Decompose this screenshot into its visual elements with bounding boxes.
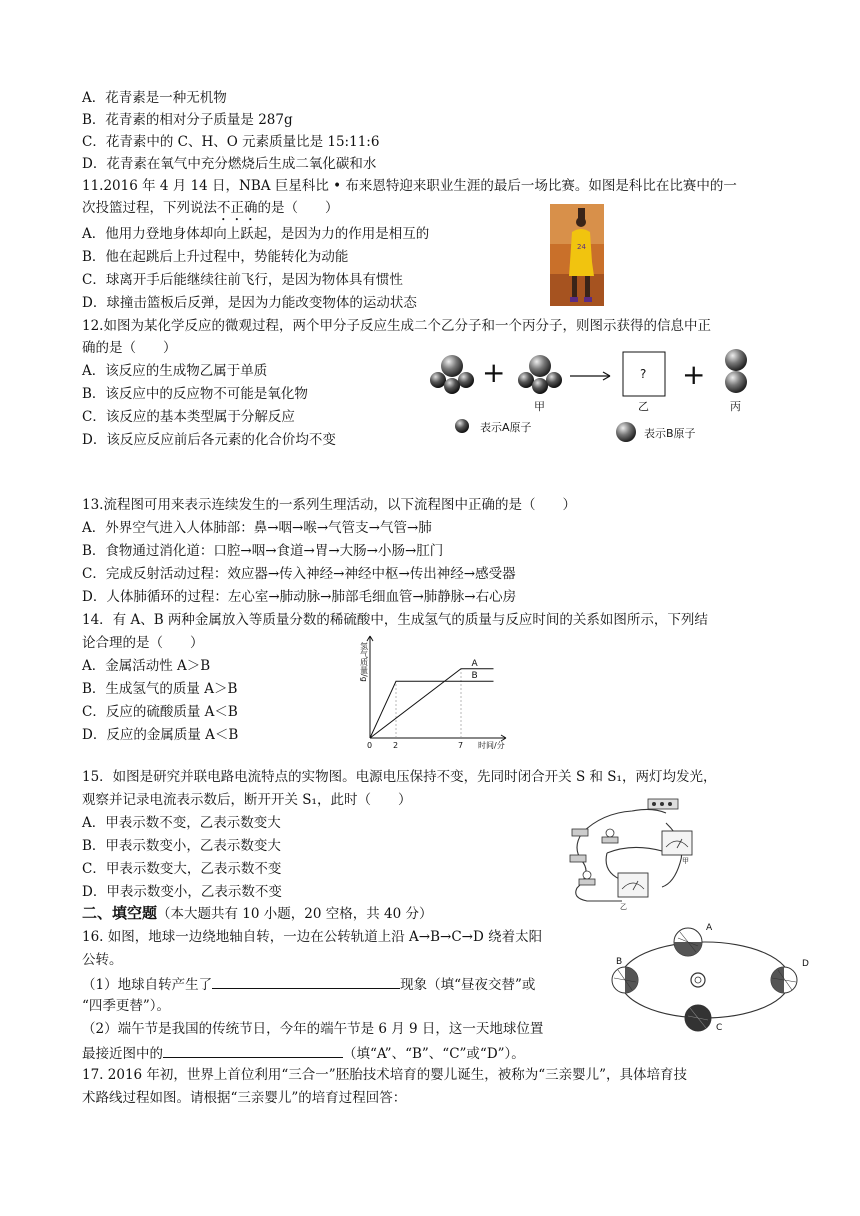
q10-option-c: C．花青素中的 C、H、O 元素质量比是 15:11:6 — [82, 134, 380, 150]
label-d: D — [802, 959, 809, 969]
series-line-b — [370, 681, 494, 738]
y-axis-label: 氢气质量/g — [359, 642, 369, 682]
switch-s-icon — [572, 829, 588, 836]
x-tick-label-2: 7 — [458, 741, 464, 750]
label-bing: 丙 — [730, 400, 741, 413]
legend-atom-a: 表示A原子 — [480, 421, 532, 434]
series-label-a: A — [471, 658, 478, 669]
q17-line1: 17. 2016 年初，世界上首位利用“三合一”胚胎技术培育的婴儿诞生，被称为“三亲婴儿”，具体培育技 — [82, 1067, 688, 1083]
label-a: A — [706, 923, 713, 933]
q15-option-b: B．甲表示数变小，乙表示数变大 — [82, 838, 281, 854]
earth-b-icon — [612, 967, 638, 993]
ammeter-yi-label: 乙 — [620, 903, 627, 911]
svg-text:+: + — [482, 356, 506, 389]
q14-stem-line2: 论合理的是（ ） — [82, 635, 204, 651]
q16-part2-line2: 最接近图中的 （填“A”、“B”、“C”或“D”）。 — [82, 1042, 525, 1064]
x-tick-label-1: 2 — [393, 741, 399, 750]
q13-stem: 13.流程图可用来表示连续发生的一系列生理活动，以下流程图中正确的是（ ） — [82, 497, 576, 513]
q17-line2: 术路线过程如图。请根据“三亲婴儿”的培育过程回答： — [82, 1090, 407, 1106]
q11-option-b: B．他在起跳后上升过程中，势能转化为动能 — [82, 249, 349, 265]
earth-d-icon — [771, 967, 797, 993]
label-yi: 乙 — [638, 400, 649, 413]
molecule-jia-1 — [430, 355, 474, 394]
q13-option-b: B．食物通过消化道：口腔→咽→食道→胃→大肠→小肠→肛门 — [82, 543, 444, 559]
q16-stem-line2: 公转。 — [82, 952, 123, 968]
svg-text:+: + — [682, 358, 706, 391]
earth-orbit-figure — [608, 918, 818, 1042]
molecule-bing — [725, 349, 747, 393]
q10-option-d: D．花青素在氧气中充分燃烧后生成二氧化碳和水 — [82, 156, 377, 172]
q13-option-a: A．外界空气进入人体肺部：鼻→咽→喉→气管支→气管→肺 — [82, 520, 432, 536]
earth-a-icon — [674, 928, 702, 956]
x-tick-label-0: 0 — [367, 741, 373, 750]
basketball-player-photo — [550, 204, 604, 306]
hydrogen-chart — [350, 634, 520, 756]
series-label-b: B — [471, 671, 478, 682]
q12-option-c: C．该反应的基本类型属于分解反应 — [82, 409, 295, 425]
q12-option-a: A．该反应的生成物乙属于单质 — [82, 363, 268, 379]
ammeter-yi — [618, 873, 648, 897]
q14-option-a: A．金属活动性 A＞B — [82, 658, 211, 674]
q14-stem-line1: 14．有 A、B 两种金属放入等质量分数的稀硫酸中，生成氢气的质量与反应时间的关系如图所示，下列结 — [82, 612, 708, 628]
legend-atom-a-icon — [455, 419, 469, 433]
reaction-diagram — [420, 346, 780, 450]
q11-option-d: D．球撞击篮板后反弹，是因为力能改变物体的运动状态 — [82, 295, 417, 311]
q13-option-c: C．完成反射活动过程：效应器→传入神经→神经中枢→传出神经→感受器 — [82, 566, 516, 582]
molecule-jia-2 — [518, 355, 562, 394]
q12-stem-line2: 确的是（ ） — [82, 340, 177, 356]
x-axis-label: 时间/分 — [478, 741, 505, 750]
label-jia: 甲 — [534, 400, 545, 413]
q12-stem-line1: 12.如图为某化学反应的微观过程，两个甲分子反应生成二个乙分子和一个丙分子，则图示获得的信息中正 — [82, 318, 711, 334]
q10-option-b: B．花青素的相对分子质量是 287g — [82, 112, 293, 128]
q14-option-b: B．生成氢气的质量 A＞B — [82, 681, 238, 697]
bulb-icon — [606, 829, 614, 837]
ammeter-jia — [662, 831, 692, 855]
q16-part1-cont: “四季更替”）。 — [82, 998, 171, 1014]
section-fill-in-note: （本大题共有 10 小题，20 空格，共 40 分） — [157, 906, 433, 922]
q16-blank-1[interactable] — [212, 973, 400, 989]
q12-option-b: B．该反应中的反应物不可能是氧化物 — [82, 386, 308, 402]
section-fill-in-title: 二、填空题（本大题共有 10 小题，20 空格，共 40 分） — [82, 904, 433, 922]
parallel-circuit-figure — [562, 793, 700, 913]
q15-option-d: D．甲表示数变小，乙表示数不变 — [82, 884, 282, 900]
legend-atom-b: 表示B原子 — [644, 427, 696, 440]
switch-s1-icon — [570, 855, 586, 862]
q13-option-d: D．人体肺循环的过程：左心室→肺动脉→肺部毛细血管→肺静脉→右心房 — [82, 589, 517, 605]
earth-c-icon — [685, 1005, 711, 1031]
sun-icon — [691, 973, 705, 987]
q11-emphasis: 不正确 — [217, 200, 258, 216]
q16-part1: （1）地球自转产生了 现象（填“昼夜交替”或 — [82, 973, 535, 995]
legend-atom-b-icon — [616, 422, 636, 442]
q16-part2-line1: （2）端午节是我国的传统节日，今年的端午节是 6 月 9 日，这一天地球位置 — [82, 1021, 544, 1037]
q15-stem-line2: 观察并记录电流表示数后，断开开关 S₁，此时（ ） — [82, 792, 412, 808]
q11-stem-line1: 11.2016 年 4 月 14 日，NBA 巨星科比 • 布来恩特迎来职业生涯的最后一场比赛。如图是科比在比赛中的一 — [82, 178, 737, 194]
q14-option-d: D．反应的金属质量 A＜B — [82, 727, 239, 743]
label-b: B — [616, 957, 623, 967]
box-question-mark: ? — [640, 367, 647, 381]
q11-option-a: A．他用力登地身体却向上跃起，是因为力的作用是相互的 — [82, 226, 430, 242]
q11-option-c: C．球离开手后能继续往前飞行，是因为物体具有惯性 — [82, 272, 403, 288]
q16-blank-2[interactable] — [163, 1042, 343, 1058]
q14-option-c: C．反应的硫酸质量 A＜B — [82, 704, 238, 720]
q11-stem-line2: 次投篮过程，下列说法不正确的是（ ） — [82, 200, 339, 216]
label-c: C — [716, 1023, 723, 1033]
ammeter-jia-label: 甲 — [682, 857, 689, 865]
q16-stem-line1: 16. 如图，地球一边绕地轴自转，一边在公转轨道上沿 A→B→C→D 绕着太阳 — [82, 929, 543, 945]
q15-option-a: A．甲表示数不变，乙表示数变大 — [82, 815, 281, 831]
q15-option-c: C．甲表示数变大，乙表示数不变 — [82, 861, 282, 877]
q15-stem-line1: 15．如图是研究并联电路电流特点的实物图。电源电压保持不变，先同时闭合开关 S 和 S₁，两灯均发光， — [82, 769, 717, 785]
svg-text:24: 24 — [577, 243, 586, 251]
q12-option-d: D．该反应反应前后各元素的化合价均不变 — [82, 432, 336, 448]
q10-option-a: A．花青素是一种无机物 — [82, 90, 227, 106]
